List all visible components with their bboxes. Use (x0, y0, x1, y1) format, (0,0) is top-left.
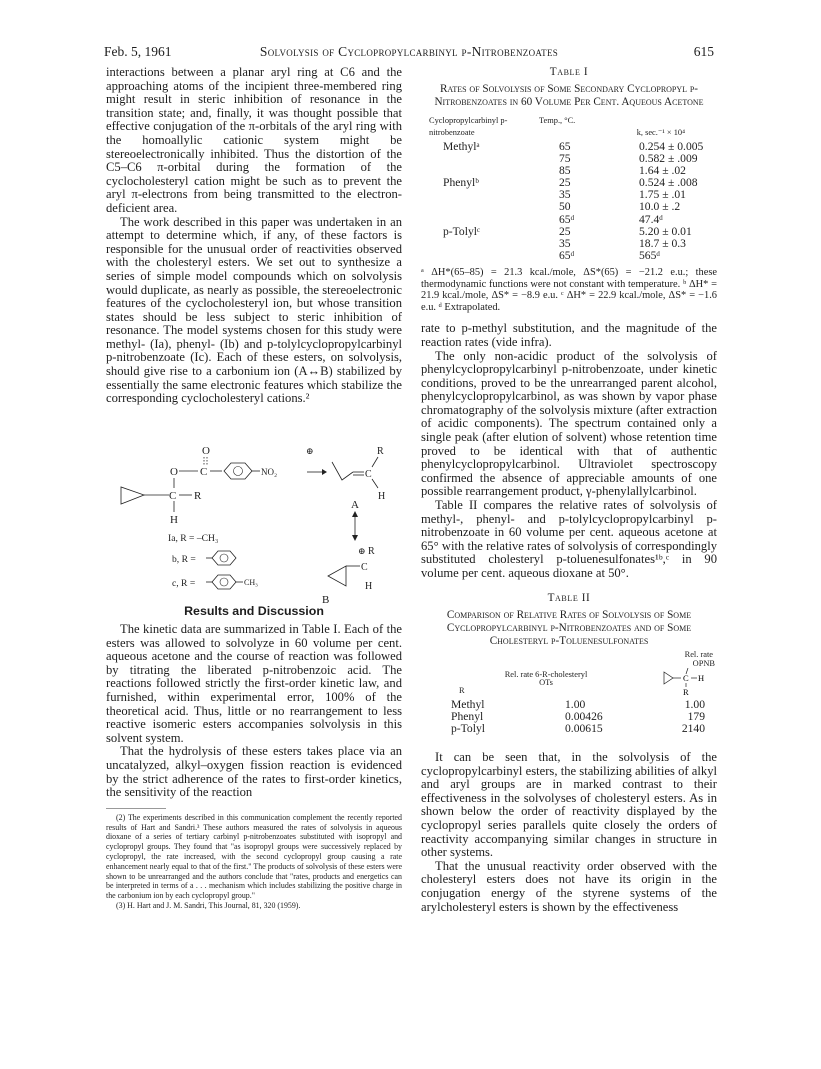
ester-oxygen: O (170, 466, 178, 478)
table1-notes: ᵃ ΔH*(65–85) = 21.3 kcal./mole, ΔS*(65) = −21.2 e.u.; these thermodynamic functions were not constant with temperature. ᵇ ΔH* = 21.9 kcal./mole, ΔS* = −8.9 e.u. ᶜ ΔH* = 22.9 kcal./mole, ΔS* = −1.6 e.u. ᵈ Extrapolated. (421, 266, 717, 313)
svg-text:CH₃: CH₃ (244, 578, 258, 587)
right-column (421, 66, 717, 914)
table1-col-header: Temp., °C. (539, 115, 576, 125)
table1-cell-k: 565ᵈ (639, 248, 660, 262)
table1-header-row (421, 115, 717, 139)
svg-text:H: H (365, 581, 373, 592)
svg-text:⊕: ⊕ (306, 446, 314, 456)
table2-col-chol: Rel. rate 6-R-cholesteryl OTs (504, 669, 588, 688)
right-paragraph-3: Table II compares the relative rates of solvolysis of methyl-, phenyl- and p-tolylcyclopropylcarbinyl p-nitrobenzoate in 60 volume per cent. aqueous acetone at 65° with the relative rates of solvolysis of correspondingly substituted cholesteryl p-toluenesulfonates¹ᵇ,ᶜ in 90 volume per cent. aqueous dioxane at 50°. (421, 498, 717, 580)
label-b: B (322, 594, 330, 604)
table1-cell-temp: 25 (559, 224, 571, 238)
table1-row (421, 226, 717, 238)
footnotes (106, 813, 402, 911)
table2-title: Comparison of Relative Rates of Solvolysis of Some Cyclopropylcarbinyl p-Nitrobenzoates and of Some Cholesteryl p-Toluenesulfonates (446, 608, 692, 648)
table1-cell-k: 1.64 ± .02 (639, 164, 686, 178)
table1-title: Rates of Solvolysis of Some Secondary Cyclopropyl p-Nitrobenzoates in 60 Volume Per Cent. Aqueous Acetone (434, 83, 704, 109)
table2-header (421, 651, 717, 695)
left-paragraph-2: The work described in this paper was undertaken in an attempt to determine which, if any, of these factors is responsible for the unusual order of reactivities observed with the cholesteryl esters. We set out to synthesize a series of simple model compounds which on solvolysis would duplicate, as nearly as possible, the stereoelectronic features of the cyclocholesteryl ion, but whose transition states should be less subject to steric inhibition of resonance. The model systems chosen for this study were methyl- (Ia), phenyl- (Ib) and p-tolylcyclopropylcarbinyl p-nitrobenzoate (Ic). Each of these esters, on solvolysis, should give rise to a carbonium ion (A↔B) stabilized by essentially the same electronic features which stabilize the corresponding cyclocholesteryl cations.² (106, 214, 402, 406)
left-paragraph-4: That the hydrolysis of these esters takes place via an uncatalyzed, alkyl–oxygen fission reaction is evidenced by the strict adherence of the rates to first-order kinetics, the sensitivity of the reaction (106, 744, 402, 800)
table1-body (421, 141, 717, 262)
table1-row (421, 214, 717, 226)
table2-col-cp-label: Rel. rate (684, 649, 713, 659)
right-paragraph-1: rate to p-methyl substitution, and the magnitude of the reaction rates (vide infra). (421, 321, 717, 349)
table2-cp-structure (663, 668, 713, 695)
left-paragraph-3: The kinetic data are summarized in Table I. Each of the esters was allowed to solvolyze in 60 volume per cent. aqueous acetone and the course of reaction was followed by titrating the liberated p-nitrobenzoic acid. The reactions followed strictly the first-order kinetic law, and furnished, within experimental error, 100% of the theoretical acid. Thus, little or no rearrangement to less reactive isomeric esters accompanies solvolysis in this solvent system. (106, 622, 402, 745)
table1-cell-name: p-Tolylᶜ (443, 224, 480, 238)
table1-cell-name (421, 238, 553, 250)
table1-cell-name: Methylᵃ (443, 140, 480, 153)
table1-cell-temp: 50 (559, 200, 571, 214)
benzene-ring (224, 463, 252, 479)
table2-body (421, 699, 717, 735)
table1-cell-temp: 65ᵈ (559, 212, 575, 226)
table2-cell-chol: 0.00426 (565, 709, 603, 723)
table1-row (421, 250, 717, 262)
left-column (106, 66, 402, 406)
svg-text:R: R (377, 446, 384, 457)
right-paragraph-5: That the unusual reactivity order observed with the cholesteryl esters does not have its origin in the conjugation energy of the styrene systems of the arylcholesteryl esters is shown by the effectiveness (421, 858, 717, 914)
table1-cell-name (421, 165, 553, 177)
svg-text:C: C (683, 672, 689, 683)
table1-cell-temp: 35 (559, 188, 571, 202)
svg-text:R: R (683, 686, 689, 695)
table1-cell-name: Phenylᵇ (443, 176, 479, 190)
table1-cell-name (421, 189, 553, 201)
table1-cell-k: 0.582 ± .009 (639, 152, 698, 166)
table1 (421, 115, 717, 139)
table1-col-header: Cyclopropylcarbinyl p-nitrobenzoate (429, 115, 508, 137)
substituent-ia: Ia, R = –CH₃ (168, 533, 219, 544)
table1-row (421, 201, 717, 213)
table1-cell-temp: 35 (559, 236, 571, 250)
carbonyl-oxygen: O (202, 445, 210, 457)
svg-text:R: R (368, 546, 375, 557)
running-header (104, 44, 714, 64)
table1-cell-k: 0.254 ± 0.005 (639, 140, 704, 153)
header-date: Feb. 5, 1961 (104, 44, 172, 59)
svg-text:⊕: ⊕ (358, 546, 366, 556)
chemical-structures (106, 442, 402, 604)
table1-cell-k: 1.75 ± .01 (639, 188, 686, 202)
table1-cell-name (421, 153, 553, 165)
table1-cell-k: 47.4ᵈ (639, 212, 663, 226)
table1-cell-temp: 85 (559, 164, 571, 178)
table1-label: Table I (549, 66, 589, 78)
r-substituent: R (194, 490, 202, 502)
svg-text:C: C (365, 469, 372, 480)
table2-cell-r: Methyl (451, 697, 485, 711)
carbonyl-carbon: C (200, 466, 208, 478)
table2-cell-chol: 0.00615 (565, 722, 603, 735)
svg-text:C: C (361, 562, 368, 573)
svg-text:H: H (378, 491, 386, 502)
table2-cell-cp: 179 (687, 709, 705, 723)
right-paragraph-2: The only non-acidic product of the solvolysis of phenylcyclopropylcarbinyl p-nitrobenzoate, under kinetic conditions, proved to be the unrearranged parent alcohol, phenylcyclopropylcarbinol, as was shown by vapor phase chromatography of the solvolysis mixture (after extraction of acidic components). The spectrum contained only a single peak (after elution of solvent) whose retention time proved to be identical with that of authentic phenylcyclopropylcarbinol. Ultraviolet spectroscopy confirmed the absence of appreciable amounts of one possible rearrangement product, γ-phenylallylcarbinol. (421, 348, 717, 499)
left-column-lower (106, 604, 402, 911)
table1-col-header: k, sec.⁻¹ × 10⁴ (636, 127, 685, 137)
nitro-group: NO₂ (261, 467, 278, 477)
footnote-3: (3) H. Hart and J. M. Sandri, This Journal, 81, 320 (1959). (116, 900, 301, 910)
central-carbon: C (169, 490, 177, 502)
substituent-ib: b, R = (172, 554, 196, 565)
table1-cell-k: 0.524 ± .008 (639, 176, 698, 190)
table2-cell-r: p-Tolyl (451, 722, 485, 735)
table1-cell-temp: 65 (559, 140, 571, 153)
right-paragraph-4: It can be seen that, in the solvolysis of the cyclopropylcarbinyl esters, the stabilizing abilities of alkyl and aryl groups are in marked contrast to their effectiveness in the solvolyses of cholesteryl esters. As in shown below the order of reactivity displayed by the cyclopropyl series parallels quite closely the orders of reactivity accompanying similar changes in structure in other systems. (421, 750, 717, 860)
table1-cell-name (421, 201, 553, 213)
section-heading: Results and Discussion (184, 604, 324, 618)
table2-col-r: R (459, 685, 465, 695)
table1-cell-temp: 25 (559, 176, 571, 190)
table1-cell-temp: 65ᵈ (559, 248, 575, 262)
svg-text:H: H (698, 672, 705, 683)
table1-cell-k: 18.7 ± 0.3 (639, 236, 686, 250)
table2-label: Table II (547, 591, 591, 604)
label-a: A (351, 499, 359, 511)
table2-cell-chol: 1.00 (565, 697, 586, 711)
header-page-number: 615 (693, 44, 714, 59)
table2-cell-r: Phenyl (451, 709, 484, 723)
table1-cell-k: 5.20 ± 0.01 (639, 224, 692, 238)
substituent-ic: c, R = (172, 578, 196, 589)
table1-cell-name (421, 250, 553, 262)
cyclopropyl-ring (121, 487, 144, 504)
table1-cell-name (421, 214, 553, 226)
table2-cell-cp: 1.00 (684, 697, 705, 711)
hydrogen: H (170, 514, 178, 526)
table2-col-cp-opnb: OPNB (692, 658, 715, 668)
left-paragraph-1: interactions between a planar aryl ring at C6 and the approaching atoms of the incipient three-membered ring might result in steric inhibition of resonance in the transition state; and, finally, it was thought possible that effective conjugation of the π-orbitals of the aryl ring with the homoallylic cationic system might be stereoelectronically inhibited. Thus the distortion of the C5–C6 π-orbital during the formation of the cyclocholesteryl cation might be such as to prevent the aryl π-electrons from being transmitted to the electron-deficient area. (106, 65, 402, 215)
table1-cell-k: 10.0 ± .2 (639, 200, 681, 214)
footnote-2: (2) The experiments described in this communication complement the recently reported results of Hart and Sandri.³ These authors measured the rates of solvolysis in aqueous dioxane of a series of tertiary carbinyl p-nitrobenzoates substituted with isopropyl and cyclopropyl groups. They found that "as isopropyl groups were successively replaced by cyclopropyl, the rate increased, with the second cyclopropyl group causing a rate enhancement nearly equal to that of the first." The products of solvolysis of these esters were shown to be unrearranged and the authors conclude that "rates, products and energetics can be interpreted in terms of a . . . mechanism which includes stabilizing the positive charge in the carbonium ion by each cyclopropyl group." (106, 812, 402, 901)
table1-cell-temp: 75 (559, 152, 571, 166)
table2-row (421, 723, 717, 735)
table2-cell-cp: 2140 (681, 722, 705, 735)
header-title: Solvolysis of Cyclopropylcarbinyl p-Nitrobenzoates (259, 44, 559, 59)
